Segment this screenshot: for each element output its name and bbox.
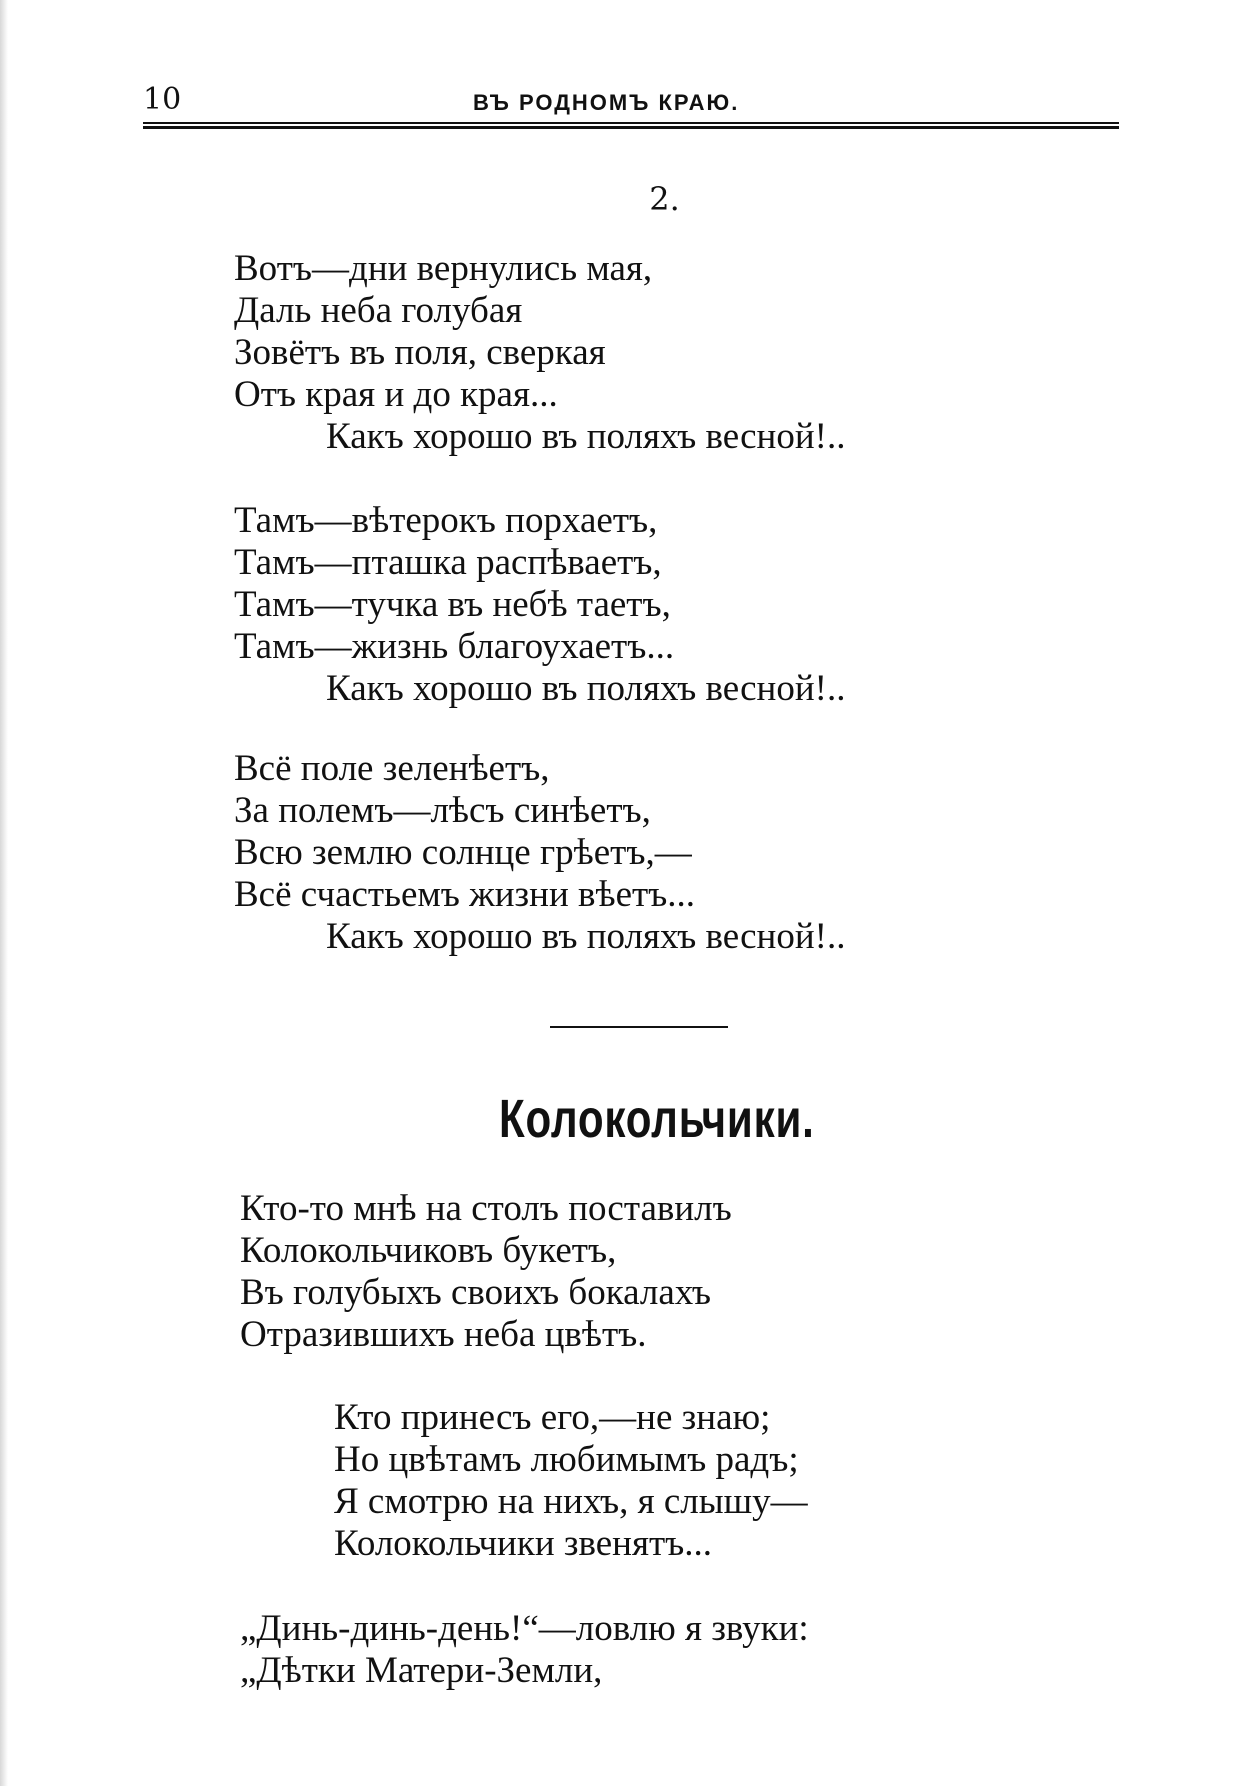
poem1-stanza-3: [234, 748, 845, 958]
verse-line: Тамъ—пташка распѣваетъ,: [234, 542, 662, 583]
poem1-stanza-1: [234, 248, 845, 458]
verse-line: Въ голубыхъ своихъ бокалахъ: [240, 1272, 711, 1313]
verse-line: Но цвѣтамъ любимымъ радъ;: [334, 1439, 799, 1480]
header-rule-thin: [143, 122, 1119, 124]
page-header: [143, 82, 1119, 122]
verse-line: Тамъ—вѣтерокъ порхаетъ,: [234, 500, 658, 541]
verse-line: Колокольчики звенятъ...: [334, 1523, 713, 1564]
verse-line: Даль неба голубая: [234, 290, 523, 331]
verse-line: Тамъ—жизнь благоухаетъ...: [234, 626, 675, 667]
section-number: 2.: [649, 180, 680, 218]
verse-line: Зовётъ въ поля, сверкая: [234, 332, 606, 373]
running-title: ВЪ РОДНОМЪ КРАЮ.: [473, 90, 740, 115]
poem-title: Колокольчики.: [498, 1089, 815, 1149]
verse-line: „Динь-динь-день!“—ловлю я звуки:: [240, 1608, 809, 1649]
verse-line: „Дѣтки Матери-Земли,: [240, 1650, 603, 1691]
verse-line: Всё счастьемъ жизни вѣетъ...: [234, 874, 696, 915]
verse-line: Отразившихъ неба цвѣтъ.: [240, 1314, 647, 1355]
poem1-stanza-2: [234, 500, 845, 710]
verse-line: Отъ края и до края...: [234, 374, 558, 415]
verse-line: Кто-то мнѣ на столъ поставилъ: [240, 1188, 732, 1229]
refrain-line: Какъ хорошо въ поляхъ весной!..: [326, 668, 846, 709]
verse-line: Вотъ—дни вернулись мая,: [234, 248, 653, 289]
refrain-line: Какъ хорошо въ поляхъ весной!..: [326, 416, 846, 457]
verse-line: За полемъ—лѣсъ синѣетъ,: [234, 790, 651, 831]
verse-line: Колокольчиковъ букетъ,: [240, 1230, 617, 1271]
header-rule-thick: [143, 126, 1119, 129]
poem2-stanza-3: [240, 1608, 809, 1692]
verse-line: Всё поле зеленѣетъ,: [234, 748, 550, 789]
page-number: 10: [143, 82, 182, 117]
verse-line: Всю землю солнце грѣетъ,—: [234, 832, 692, 873]
verse-line: Тамъ—тучка въ небѣ таетъ,: [234, 584, 671, 625]
poem2-stanza-1: [240, 1188, 732, 1356]
refrain-line: Какъ хорошо въ поляхъ весной!..: [326, 916, 846, 957]
verse-line: Я смотрю на нихъ, я слышу—: [334, 1481, 808, 1522]
verse-line: Кто принесъ его,—не знаю;: [334, 1397, 771, 1438]
section-divider: [550, 1026, 728, 1028]
poem2-stanza-2: [240, 1397, 808, 1565]
